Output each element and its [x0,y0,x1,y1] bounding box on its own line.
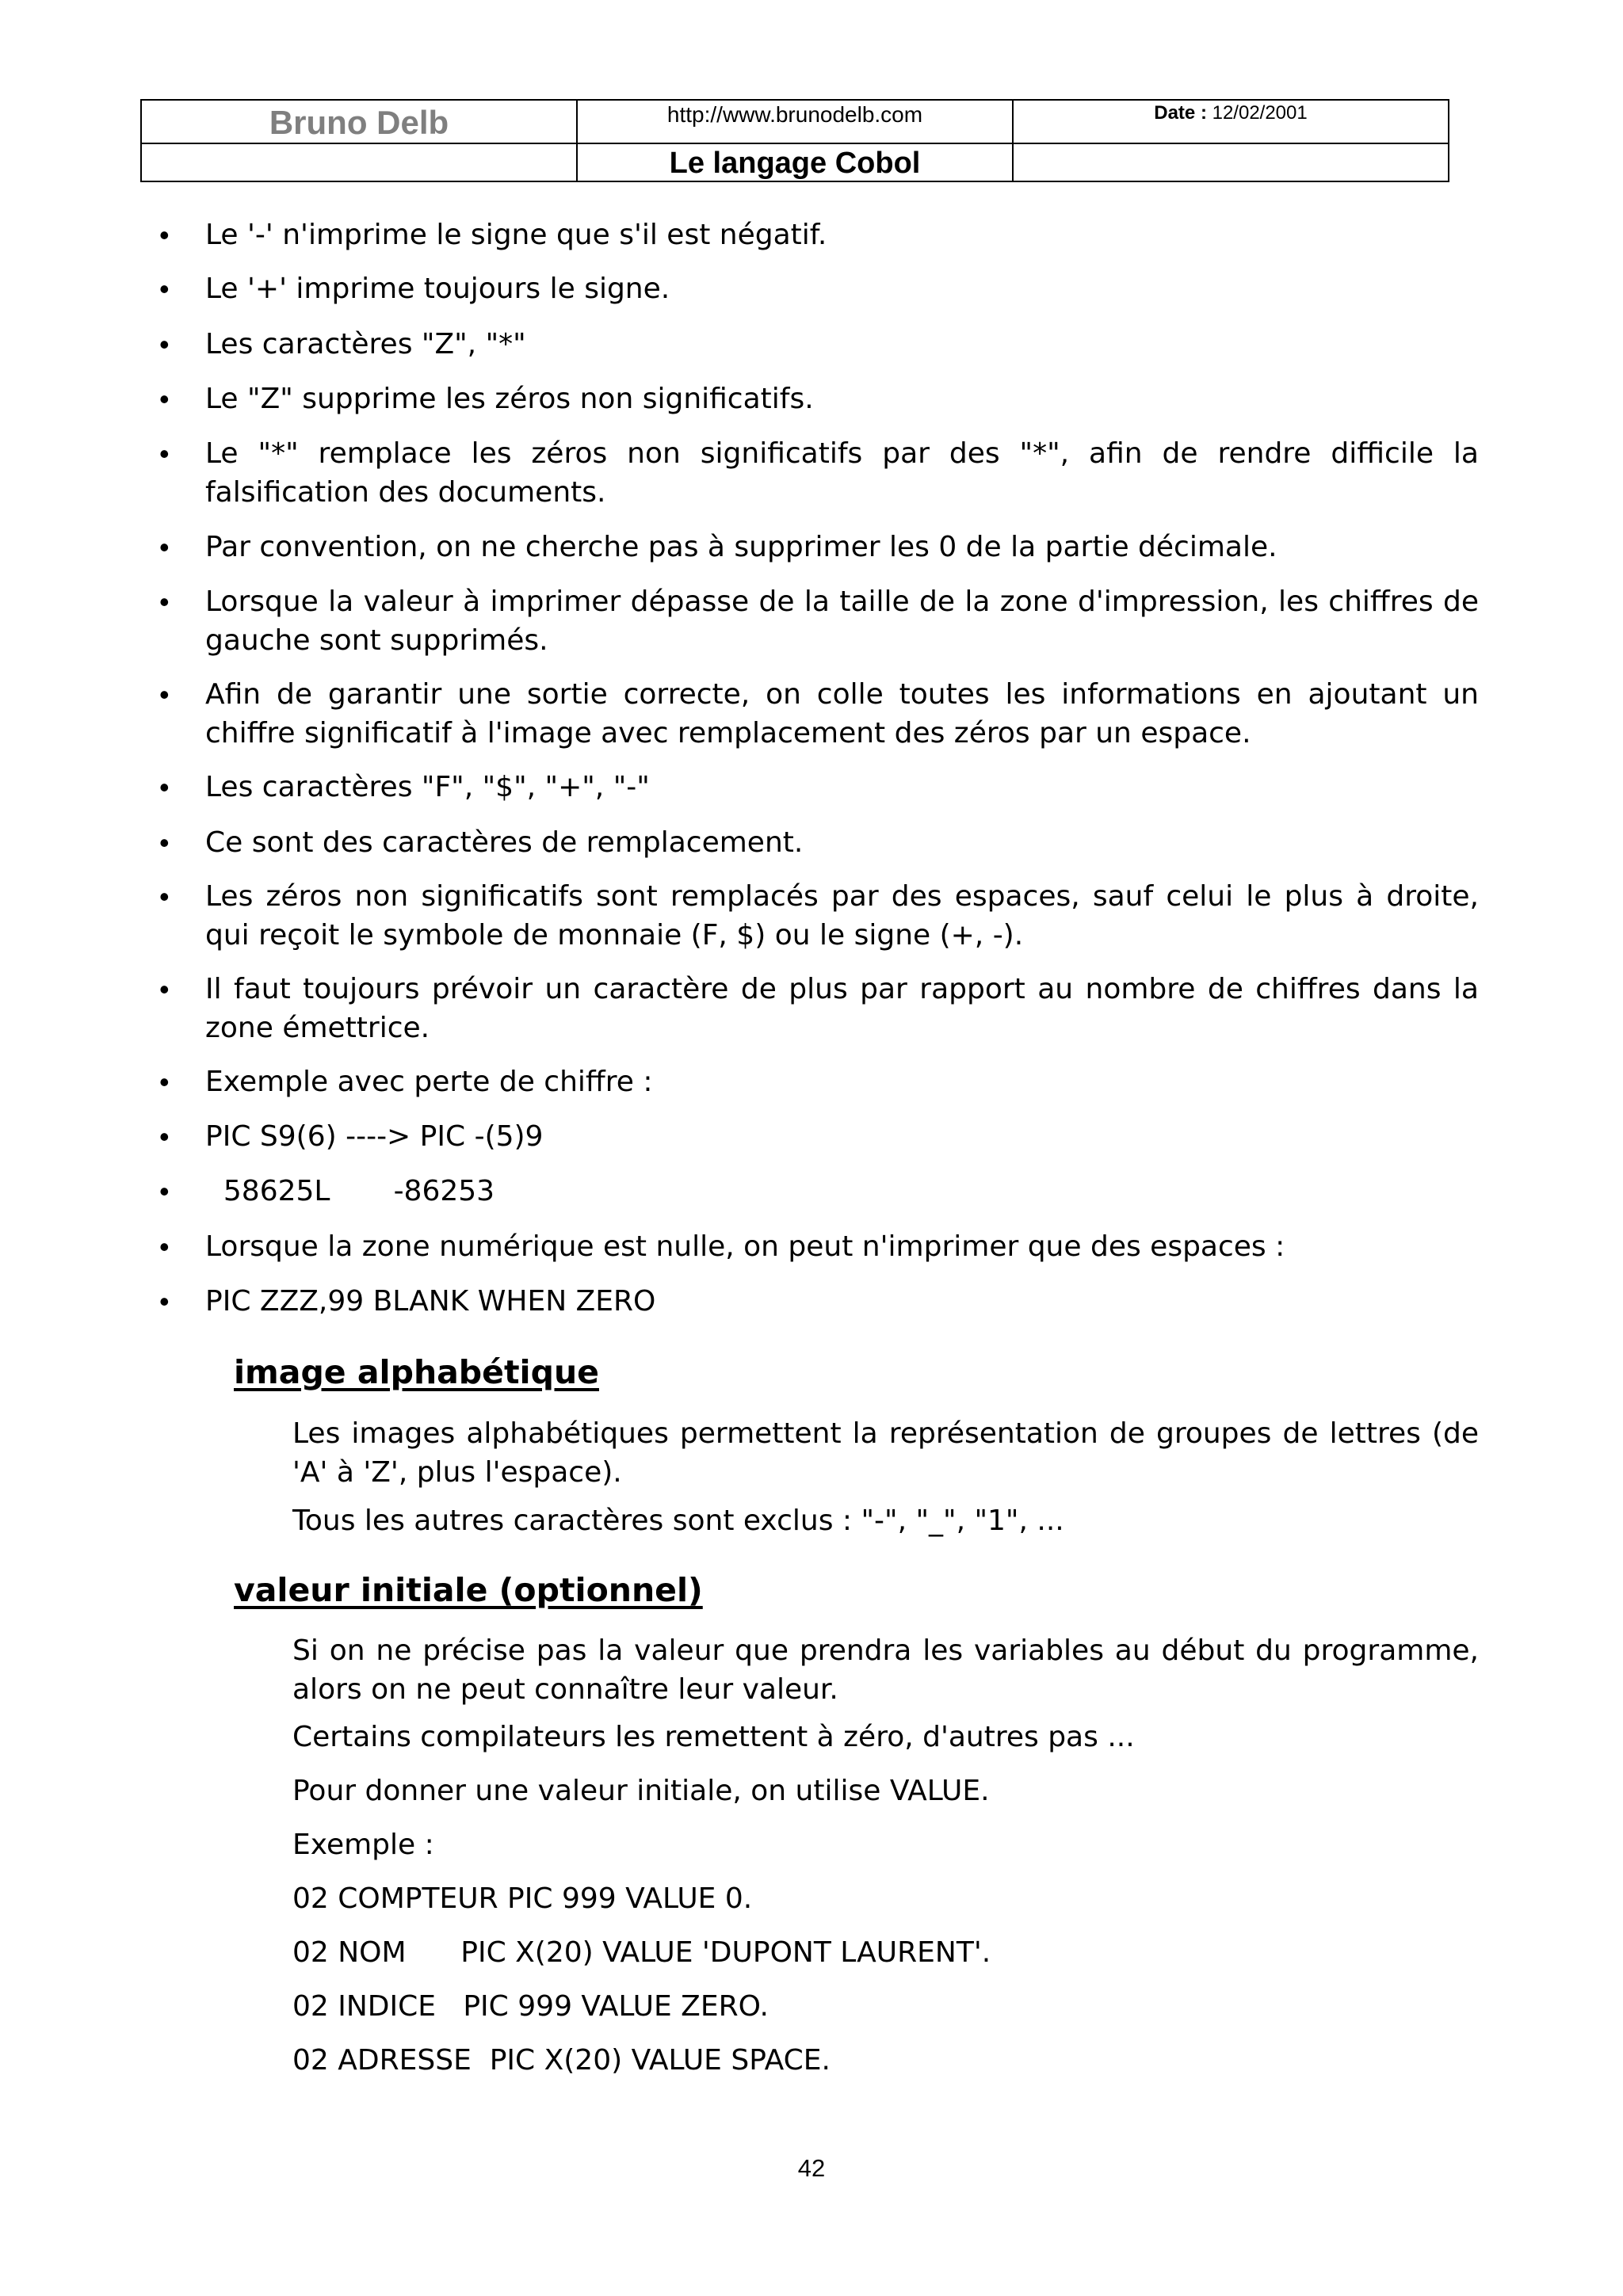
code-line: 02 INDICE PIC 999 VALUE ZERO. [292,1990,769,2023]
header-date-value: 12/02/2001 [1212,102,1308,124]
paragraph: Pour donner une valeur initiale, on utilise VALUE. [292,1775,990,1807]
paragraph: Certains compilateurs les remettent à zéro, d'autres pas ... [292,1721,1135,1753]
list-item: • Il faut toujours prévoir un caractère de plus par rapport au nombre de chiffres dans la zone émettrice. [205,970,1479,1047]
paragraph: Les images alphabétiques permettent la représentation de groupes de lettres (de 'A' à 'Z', plus l'espace). [292,1417,1479,1489]
header-author: Bruno Delb [269,104,449,141]
page-header [140,99,1449,182]
list-item: • Les zéros non significatifs sont remplacés par des espaces, sauf celui le plus à droite, qui reçoit le symbole de monnaie (F, $) ou le signe (+, -). [205,877,1479,955]
list-item: • Exemple avec perte de chiffre : [205,1062,1479,1101]
paragraph: Exemple : [292,1829,434,1861]
list-item: • Les caractères "Z", "*" [205,325,1479,364]
code-line: 02 COMPTEUR PIC 999 VALUE 0. [292,1882,753,1915]
list-item: • Le '-' n'imprime le signe que s'il est négatif. [205,215,1479,254]
header-url: http://www.brunodelb.com [666,102,923,127]
list-item: • Le "*" remplace les zéros non significatifs par des "*", afin de rendre difficile la falsification des documents. [205,434,1479,512]
section-heading: image alphabétique [234,1353,599,1391]
section-heading: valeur initiale (optionnel) [234,1571,703,1609]
list-item: • Le '+' imprime toujours le signe. [205,269,1479,308]
list-item: • PIC ZZZ,99 BLANK WHEN ZERO [205,1282,1479,1321]
code-line: 02 NOM PIC X(20) VALUE 'DUPONT LAURENT'. [292,1936,991,1969]
page-number: 42 [797,2154,826,2182]
list-item: • PIC S9(6) ----> PIC -(5)9 [205,1117,1479,1156]
list-item: • Lorsque la valeur à imprimer dépasse de la taille de la zone d'impression, les chiffres de gauche sont supprimés. [205,582,1479,660]
header-date-label: Date : [1154,102,1207,124]
list-item: • Le "Z" supprime les zéros non significatifs. [205,379,1479,418]
header-title: Le langage Cobol [669,147,921,180]
paragraph: Tous les autres caractères sont exclus : "-", "_", "1", ... [292,1505,1064,1537]
list-item: • Afin de garantir une sortie correcte, on colle toutes les informations en ajoutant un chiffre significatif à l'image avec remplacement des zéros par un espace. [205,675,1479,753]
list-item: • Lorsque la zone numérique est nulle, on peut n'imprimer que des espaces : [205,1227,1479,1266]
paragraph: Si on ne précise pas la valeur que prendra les variables au début du programme, alors on ne peut connaître leur valeur. [292,1634,1479,1706]
list-item: • 58625L -86253 [205,1172,1479,1211]
header-date [1014,101,1448,143]
list-item: • Les caractères "F", "$", "+", "-" [205,768,1479,807]
code-line: 02 ADRESSE PIC X(20) VALUE SPACE. [292,2044,831,2077]
list-item: • Par convention, on ne cherche pas à supprimer les 0 de la partie décimale. [205,528,1479,566]
list-item: • Ce sont des caractères de remplacement. [205,823,1479,862]
